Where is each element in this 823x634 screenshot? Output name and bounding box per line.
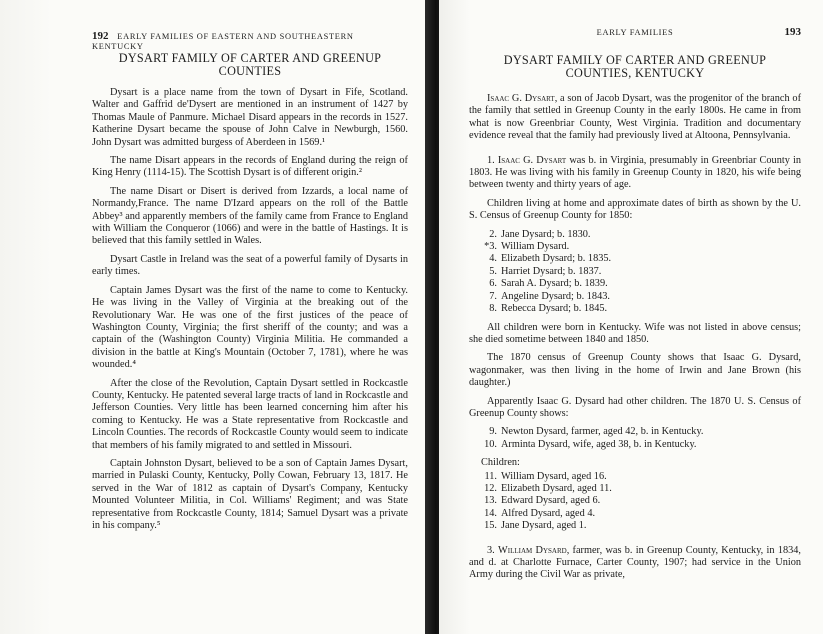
page-number: 193 xyxy=(784,26,801,38)
item-number: 8. xyxy=(489,303,497,315)
right-page xyxy=(439,0,823,634)
paragraph: Children living at home and approximate dates of birth as shown by the U. S. Census of Greenup County for 1850: xyxy=(469,197,801,222)
paragraph: After the close of the Revolution, Captain Dysart settled in Rockcastle County, Kentucky. He patented several large tracts of land in Rockcastle and Jefferson Counties. Very little has been learned concerning him after his coming to Kentucky. He was a State representative from Rockcastle and Lincoln Counties. The records of Rockcastle County would seem to indicate that members of his family migrated to and settled in Missouri. xyxy=(92,377,408,451)
list-item xyxy=(469,229,801,241)
running-head-text: EARLY FAMILIES OF EASTERN AND SOUTHEASTERN KENTUCKY xyxy=(92,32,354,51)
item-number: 13. xyxy=(484,495,497,507)
paragraph: Dysart Castle in Ireland was the seat of a powerful family of Dysarts in early times. xyxy=(92,253,408,278)
running-head xyxy=(469,28,801,42)
paragraph: All children were born in Kentucky. Wife was not listed in above census; she died sometime between 1840 and 1850. xyxy=(469,321,801,345)
entry-number: 1. xyxy=(487,154,498,166)
running-head-text: EARLY FAMILIES xyxy=(596,28,674,37)
list-item xyxy=(469,520,801,532)
entry-paragraph xyxy=(469,155,801,192)
paragraph-text: , a son of Jacob Dysart, was the progenitor of the branch of the family that settled in Greenup County in the early 1800s. He came in from what is now Greenbriar County, West Virginia. Tradition and documentary evidence reveal that the family had previously lived at Altoona, Pennsylvania. xyxy=(469,93,802,142)
item-text: Elizabeth Dysard; b. 1835. xyxy=(501,253,612,265)
list-item xyxy=(469,303,801,315)
item-number: 15. xyxy=(484,520,497,532)
item-text: Edward Dysard, aged 6. xyxy=(501,495,601,507)
entry-paragraph xyxy=(469,545,801,582)
item-text: Harriet Dysard; b. 1837. xyxy=(501,265,602,277)
entry-number: 3. xyxy=(487,544,499,556)
item-text: Alfred Dysard, aged 4. xyxy=(501,507,596,519)
list-item xyxy=(469,266,801,278)
children-list-1870 xyxy=(469,471,801,533)
item-number: 5. xyxy=(489,265,497,277)
item-text: William Dysard, aged 16. xyxy=(501,470,607,482)
paragraph-text: , farmer, was b. in Greenup County, Kentucky, in 1834, and d. at Charlotte Furnace, Carter County, 1907; had service in the Union Army during the Civil War as private, xyxy=(469,544,801,581)
list-item xyxy=(469,483,801,495)
item-text: Elizabeth Dysard, aged 11. xyxy=(501,482,612,494)
paragraph: Apparently Isaac G. Dysard had other children. The 1870 U. S. Census of Greenup County shows: xyxy=(469,395,801,419)
list-item xyxy=(469,278,801,290)
item-number: 4. xyxy=(489,253,497,265)
item-number: 9. xyxy=(489,426,497,438)
children-heading: Children: xyxy=(481,457,520,469)
paragraph: The 1870 census of Greenup County shows that Isaac G. Dysard, wagonmaker, was then living in the home of Irwin and Jane Brown (his daughter.) xyxy=(469,352,801,389)
item-text: Sarah A. Dysard; b. 1839. xyxy=(501,278,608,290)
body-text xyxy=(92,87,408,532)
item-number: *3. xyxy=(484,241,497,253)
paragraph: Dysart is a place name from the town of Dysart in Fife, Scotland. Walter and Gaffrid de'Dysert are mentioned in an instrument of 1427 by Thomas Maule of Panmure. Michael Disard appears in the records in 1527. Katherine Dysart became the spouse of John Calve in Newburgh, 1560. John Dysart was admitted burgess of Aberdeen in 1569.¹ xyxy=(92,87,408,148)
children-list-1850 xyxy=(469,229,801,316)
item-number: 12. xyxy=(484,482,497,494)
person-name: Isaac G. Dysart xyxy=(497,154,567,166)
chapter-title: DYSART FAMILY OF CARTER AND GREENUP COUNTIES xyxy=(118,51,382,78)
list-item xyxy=(469,495,801,507)
person-name: Isaac G. Dysart xyxy=(487,93,555,104)
census-list-1870 xyxy=(469,426,801,451)
paragraph-text: was b. in Virginia, presumably in Greenbriar County in 1803. He was living with his family in Greenup County in 1820, his wife being between twenty and thirty years of age. xyxy=(469,154,801,191)
paragraph: Captain Johnston Dysart, believed to be a son of Captain James Dysart, married in Pulaski County, Kentucky, Polly Cowan, February 13, 1817. He served in the War of 1812 as captain of Dysart's Company, Kentucky Mounted Volunteer Militia, in Col. Williams' Regiment; and was State representative from Rockcastle County, 1814; Samuel Dysart was a private in his company.⁵ xyxy=(92,457,408,531)
list-item xyxy=(469,508,801,520)
paragraph: Captain James Dysart was the first of the name to come to Kentucky. He was living in the Valley of Virginia at the breaking out of the Revolutionary War. He was one of the first justices of the peace of Washington County, Virginia; the first sheriff of the county; and was a captain of the (Washington County) Virginia Militia. He commanded a division in the battle at King's Mountain (October 7, 1781), where he was wounded.⁴ xyxy=(92,284,408,371)
title-line: DYSART FAMILY OF CARTER AND GREENUP xyxy=(503,53,767,67)
item-text: Angeline Dysard; b. 1843. xyxy=(501,290,610,302)
item-text: William Dysard. xyxy=(501,241,570,253)
chapter-title xyxy=(469,54,801,80)
list-item xyxy=(469,439,801,451)
item-text: Rebecca Dysard; b. 1845. xyxy=(501,303,608,315)
running-head xyxy=(92,30,408,51)
item-text: Jane Dysard, aged 1. xyxy=(501,520,587,532)
item-number: 11. xyxy=(484,470,497,482)
item-number: 6. xyxy=(489,278,497,290)
list-item xyxy=(469,471,801,483)
list-item xyxy=(469,253,801,265)
paragraph: The name Disart appears in the records of England during the reign of King Henry (1114-15). The Scottish Dysart is of different origin.² xyxy=(92,155,408,179)
person-name: William Dysard xyxy=(498,544,567,556)
item-text: Jane Dysard; b. 1830. xyxy=(501,228,591,240)
item-number: 2. xyxy=(489,228,497,240)
title-line: COUNTIES, KENTUCKY xyxy=(565,66,705,80)
item-text: Arminta Dysard, wife, aged 38, b. in Kentucky. xyxy=(501,438,697,450)
list-item xyxy=(469,241,801,253)
item-number: 7. xyxy=(489,290,497,302)
paragraph: The name Disart or Disert is derived from Izzards, a local name of Normandy,France. The name D'Izard appears on the roll of the Battle Abbey³ and apparently members of the family came from France to England with William the Conqueror (1066) and were in the battle of Hastings. It is believed that this family settled in Wales. xyxy=(92,185,408,247)
item-number: 14. xyxy=(484,507,497,519)
intro-paragraph xyxy=(469,93,801,143)
list-item xyxy=(469,426,801,438)
list-item xyxy=(469,291,801,303)
page-number: 192 xyxy=(92,30,109,42)
item-text: Newton Dysard, farmer, aged 42, b. in Kentucky. xyxy=(501,426,704,438)
item-number: 10. xyxy=(484,438,497,450)
